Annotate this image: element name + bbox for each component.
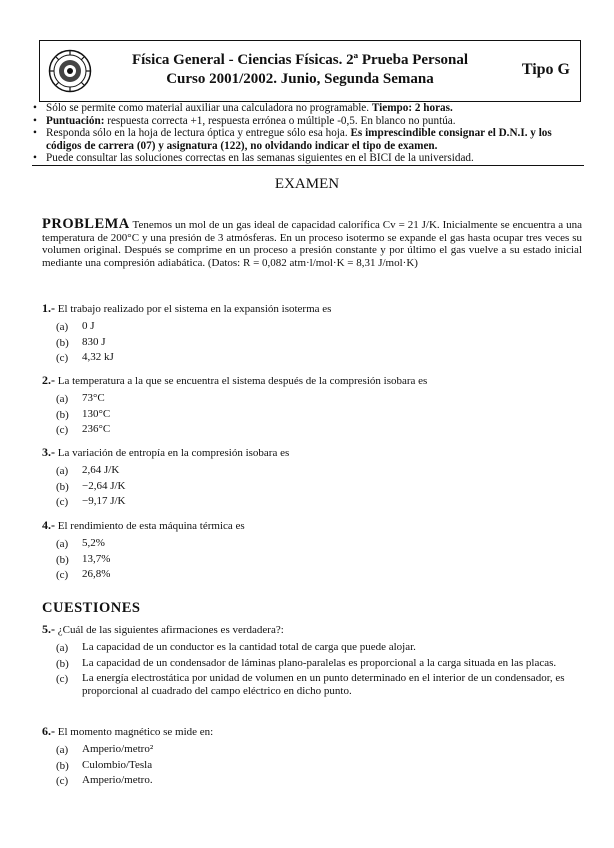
university-seal-icon <box>48 49 92 93</box>
answer-option[interactable]: (b) 130°C <box>56 407 111 421</box>
answer-options <box>56 464 587 511</box>
problem-body: Tenemos un mol de un gas ideal de capacidad calorífica Cv = 21 J/K. Inicialmente se encuentra a una temperatura de 200°C y una presión de 3 atmósferas. En un proceso isotermo se expande el gas hasta ocupar tres veces su volumen original. Después se comprime en un proceso a presión constante y por último el gas vuelve a su estado inicial mediante una compresión adiabática. (Datos: R = 0,082 atm·l/mol·K = 8,31 J/mol·K) <box>42 219 582 269</box>
answer-option[interactable]: (a) 2,64 J/K <box>56 464 120 477</box>
question-4: 4.- El rendimiento de esta máquina térmica es (a) 5,2% (b) 13,7% (c) 26,8% <box>42 518 587 584</box>
question-2: 2.- La temperatura a la que se encuentra el sistema después de la compresión isobara es (a) 73°C (b) 130°C (c) 236°C <box>42 373 587 439</box>
exam-type: Tipo G <box>521 61 570 78</box>
answer-option[interactable]: (b) 13,7% <box>56 552 111 566</box>
answer-option[interactable]: (c) Amperio/metro. <box>56 774 153 787</box>
answer-option[interactable]: (b) −2,64 J/K <box>56 479 126 493</box>
answer-option[interactable]: (a) 73°C <box>56 392 105 405</box>
instruction-item: • Puntuación: respuesta correcta +1, respuesta errónea o múltiple -0,5. En blanco no puntúa. <box>32 115 584 128</box>
problem-statement <box>42 218 582 269</box>
answer-option[interactable]: (a) La capacidad de un conductor es la cantidad total de carga que puede alojar. <box>56 641 416 654</box>
answer-options <box>56 392 587 439</box>
instruction-item: • Sólo se permite como material auxiliar una calculadora no programable. Tiempo: 2 horas. <box>32 102 584 115</box>
answer-option[interactable]: (b) 830 J <box>56 335 106 349</box>
exam-header <box>39 40 581 102</box>
problem-heading: PROBLEMA <box>42 216 130 232</box>
exam-title-line1: Física General - Ciencias Físicas. 2ª Prueba Personal <box>131 52 469 68</box>
answer-options <box>56 743 587 790</box>
instruction-item: • Responda sólo en la hoja de lectura óptica y entregue sólo esa hoja. Es imprescindible consignar el D.N.I. y los códigos de carrera (07) y asignatura (122), no olvidando indicar el tipo de examen. <box>32 127 584 152</box>
answer-option[interactable]: (a) Amperio/metro² <box>56 743 154 756</box>
answer-option[interactable]: (b) Culombio/Tesla <box>56 758 153 772</box>
answer-option[interactable]: (b) La capacidad de un condensador de láminas plano-paralelas es proporcional a la carga situada en las placas. <box>56 656 557 670</box>
answer-option[interactable]: (c) 236°C <box>56 423 111 436</box>
answer-option[interactable]: (c) −9,17 J/K <box>56 495 126 508</box>
answer-option[interactable]: (c) La energía electrostática por unidad de volumen en un punto determinado en el interior de un condensador, es proporcional al cuadrado del campo eléctrico en dicho punto. <box>56 672 565 697</box>
question-1: 1.- El trabajo realizado por el sistema en la expansión isoterma es (a) 0 J (b) 830 J (c) 4,32 kJ <box>42 301 587 367</box>
answer-option[interactable]: (c) 26,8% <box>56 568 111 581</box>
answer-options <box>56 641 587 700</box>
cuestiones-heading: CUESTIONES <box>42 600 141 616</box>
instruction-item: • Puede consultar las soluciones correctas en las semanas siguientes en el BICI de la universidad. <box>32 152 584 166</box>
answer-option[interactable]: (a) 0 J <box>56 320 95 333</box>
exam-title <box>110 51 490 89</box>
answer-option[interactable]: (a) 5,2% <box>56 537 105 550</box>
question-3: 3.- La variación de entropía en la compresión isobara es (a) 2,64 J/K (b) −2,64 J/K (c) −9,17 J/K <box>42 445 587 511</box>
answer-options <box>56 320 587 367</box>
question-5: 5.- ¿Cuál de las siguientes afirmaciones es verdadera?: (a) La capacidad de un conductor es la cantidad total de carga que puede alojar. (b) La capacidad de un condensador de láminas plano-paralelas es proporcional a la carga situada en las placas. (c) La energía electrostática por unidad de volumen en un punto determinado en el interior de un condensador, es proporcional al cuadrado del campo eléctrico en dicho punto. <box>42 622 587 700</box>
exam-title-line2: Curso 2001/2002. Junio, Segunda Semana <box>166 71 434 87</box>
instructions-list <box>32 102 584 166</box>
answer-option[interactable]: (c) 4,32 kJ <box>56 351 114 364</box>
question-6: 6.- El momento magnético se mide en: (a) Amperio/metro² (b) Culombio/Tesla (c) Amperio/metro. <box>42 724 587 790</box>
answer-options <box>56 537 587 584</box>
examen-title: EXAMEN <box>274 176 340 192</box>
